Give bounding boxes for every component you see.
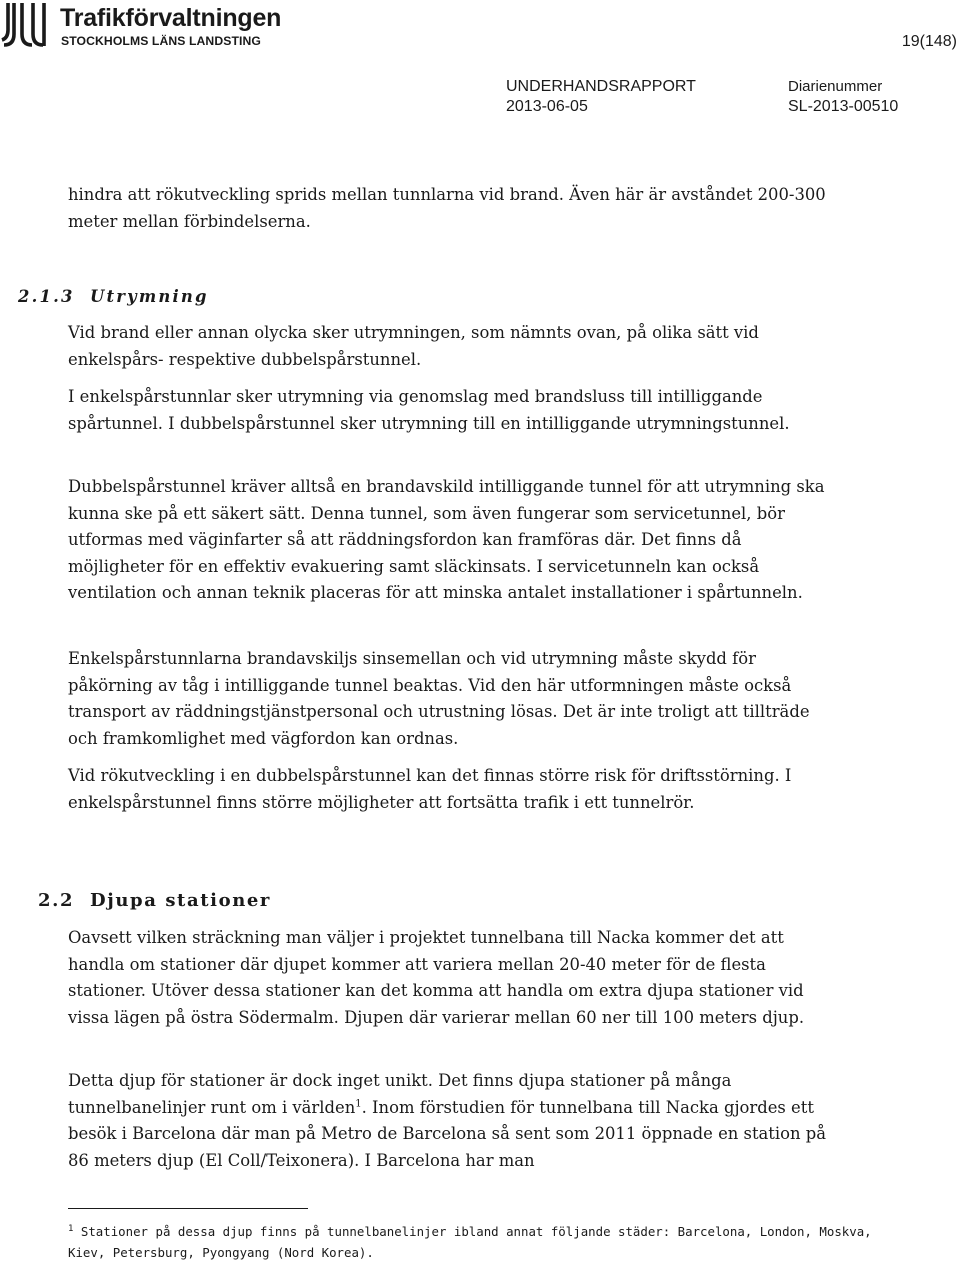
paragraph-1: Vid brand eller annan olycka sker utrymningen, som nämnts ovan, på olika sätt vid enkelspårs- respektive dubbelspårstunnel. xyxy=(68,323,759,369)
logo-title: Trafikförvaltningen xyxy=(60,4,282,32)
footnote-reference[interactable]: 1 xyxy=(355,1098,362,1110)
section-title-utrymning: Utrymning xyxy=(90,287,209,306)
footnote xyxy=(68,1221,888,1263)
diary-label: Diarienummer xyxy=(788,78,883,95)
footnote-divider xyxy=(68,1208,308,1209)
report-date: 2013-06-05 xyxy=(506,98,588,115)
report-type: UNDERHANDSRAPPORT xyxy=(506,78,696,95)
logo-mark-icon xyxy=(0,0,56,50)
diary-number: SL-2013-00510 xyxy=(788,98,899,115)
paragraph-intro: hindra att rökutveckling sprids mellan tunnlarna vid brand. Även här är avståndet 200-300 meter mellan förbindelserna. xyxy=(68,185,826,231)
paragraph-2: I enkelspårstunnlar sker utrymning via genomslag med brandsluss till intilliggande spårtunnel. I dubbelspårstunnel sker utrymning till en intilliggande utrymningstunnel. xyxy=(68,387,790,433)
page-number: 19(148) xyxy=(901,33,957,50)
paragraph-7 xyxy=(68,1068,828,1174)
paragraph-7-part-b: . Inom förstudien för tunnelbana till Nacka gjordes ett besök i Barcelona där man på Metro de Barcelona så sent som 2011 öppnade en station på 86 meters djup (El Coll/Teixonera). I Barcelona har man xyxy=(68,1097,827,1170)
footnote-text: Stationer på dessa djup finns på tunnelbanelinjer ibland annat följande städer: Barcelona, London, Moskva, Kiev, Petersburg, Pyongyang (Nord Korea). xyxy=(68,1224,872,1260)
section-number-2-2: 2.2 xyxy=(38,890,75,911)
paragraph-5: Vid rökutveckling i en dubbelspårstunnel kan det finnas större risk för driftsstörning. I enkelspårstunnel finns större möjligheter att fortsätta trafik i ett tunnelrör. xyxy=(68,766,792,812)
paragraph-4: Enkelspårstunnlarna brandavskiljs sinsemellan och vid utrymning måste skydd för påkörning av tåg i intilliggande tunnel beaktas. Vid den här utformningen måste också transport av räddningstjänstpersonal och utrustning lösas. Det är inte troligt att tillträde och framkomlighet med vägfordon kan ordnas. xyxy=(68,649,810,748)
paragraph-7-part-a: Detta djup för stationer är dock inget unikt. Det finns djupa stationer på många tunnelbanelinjer runt om i världen xyxy=(68,1071,732,1117)
footnote-marker: 1 xyxy=(68,1223,74,1234)
organization-logo xyxy=(0,0,320,52)
logo-subtitle: STOCKHOLMS LÄNS LANDSTING xyxy=(61,34,261,48)
section-number-2-1-3: 2.1.3 xyxy=(18,287,75,306)
paragraph-6: Oavsett vilken sträckning man väljer i projektet tunnelbana till Nacka kommer det att handla om stationer där djupet kommer att variera mellan 20-40 meter för de flesta stationer. Utöver dessa stationer kan det komma att handla om extra djupa stationer vid vissa lägen på östra Södermalm. Djupen där varierar mellan 60 ner till 100 meters djup. xyxy=(68,928,805,1027)
paragraph-3: Dubbelspårstunnel kräver alltså en brandavskild intilliggande tunnel för att utrymning ska kunna ske på ett säkert sätt. Denna tunnel, som även fungerar som servicetunnel, bör utformas med väginfarter så att räddningsfordon kan framföras där. Det finns då möjligheter för en effektiv evakuering samt släckinsats. I servicetunneln kan också ventilation och annan teknik placeras för att minska antalet installationer i spårtunneln. xyxy=(68,477,825,602)
section-title-djupa-stationer: Djupa stationer xyxy=(90,890,272,911)
